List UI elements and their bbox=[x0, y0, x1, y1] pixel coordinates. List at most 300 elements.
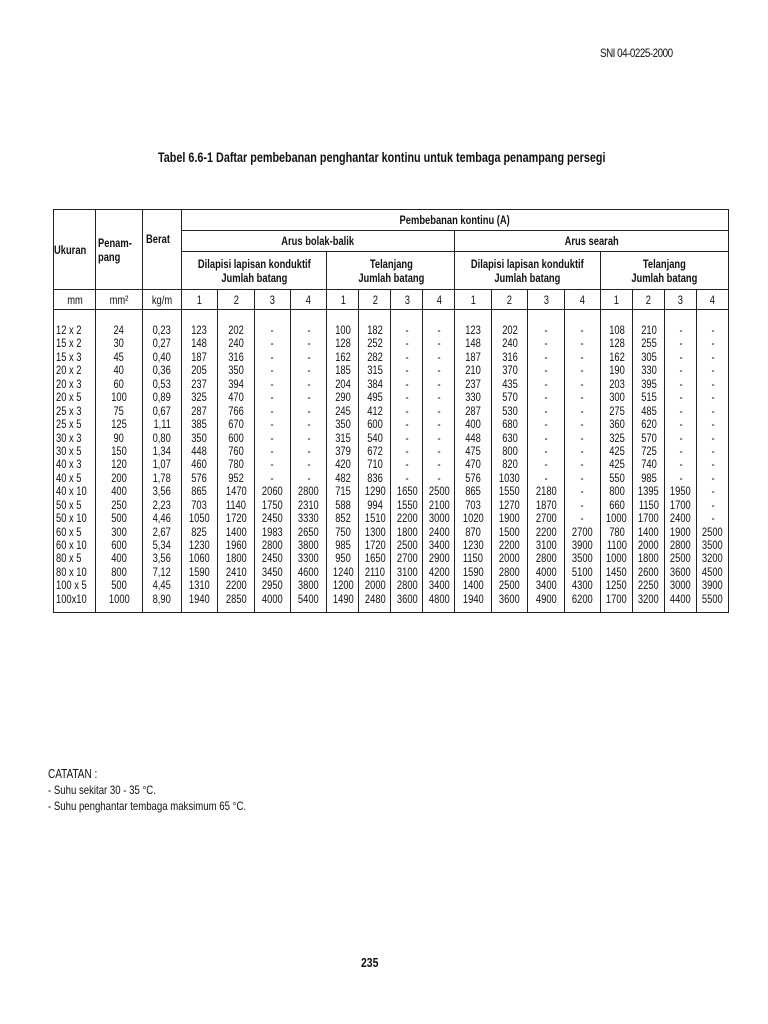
bar-count: 4 bbox=[564, 290, 600, 310]
table-cell: 255 bbox=[640, 336, 657, 351]
table-cell: - bbox=[544, 403, 548, 418]
table-cell: - bbox=[437, 323, 441, 337]
table-cell: - bbox=[711, 390, 715, 405]
table-cell: 2500 bbox=[499, 578, 520, 593]
table-cell: 205 bbox=[191, 363, 208, 378]
col-ac-coated-3 bbox=[255, 324, 290, 606]
table-cell: 30 bbox=[113, 336, 125, 351]
table-cell: - bbox=[711, 376, 715, 391]
table-cell: 1,34 bbox=[152, 443, 171, 458]
col-ac-bare-2 bbox=[359, 324, 390, 606]
table-cell: 125 bbox=[111, 417, 127, 432]
table-cell: 240 bbox=[228, 336, 244, 351]
table-cell: - bbox=[679, 390, 683, 405]
table-cell: 952 bbox=[228, 470, 244, 485]
table-cell: 108 bbox=[608, 323, 625, 337]
table-cell: 985 bbox=[335, 538, 351, 552]
table-cell: 425 bbox=[608, 457, 625, 472]
table-cell: - bbox=[679, 470, 683, 485]
table-cell: 3400 bbox=[428, 538, 450, 552]
table-cell: 100 bbox=[111, 390, 127, 405]
table-cell: - bbox=[307, 417, 311, 432]
table-cell: - bbox=[711, 457, 715, 472]
table-cell: - bbox=[580, 511, 584, 526]
table-cell: 325 bbox=[191, 390, 208, 405]
table-cell: - bbox=[711, 430, 715, 445]
table-cell: 210 bbox=[640, 323, 657, 337]
table-cell: 250 bbox=[111, 497, 127, 512]
table-cell: 600 bbox=[111, 538, 127, 552]
header-dc-coated: Dilapisi lapisan konduktif Jumlah batang bbox=[455, 252, 601, 290]
header-dc-bare: Telanjang Jumlah batang bbox=[601, 252, 729, 290]
table-cell: 1940 bbox=[189, 591, 210, 606]
table-cell: 5100 bbox=[571, 564, 593, 579]
bar-count: 1 bbox=[601, 290, 633, 310]
table-cell: 0,23 bbox=[152, 323, 171, 337]
table-cell: 4500 bbox=[702, 564, 724, 579]
table-cell: - bbox=[437, 349, 441, 364]
table-cell: 2000 bbox=[638, 538, 660, 552]
table-cell: - bbox=[580, 376, 584, 391]
table-cell: 3600 bbox=[670, 564, 692, 579]
table-cell: 2110 bbox=[364, 564, 386, 579]
col-dc-bare-1 bbox=[601, 324, 632, 606]
table-cell: 245 bbox=[335, 403, 351, 418]
col-ac-coated-1 bbox=[182, 324, 217, 606]
col-dc-coated-3 bbox=[528, 324, 563, 606]
table-cell: 123 bbox=[191, 323, 208, 337]
table-cell: 495 bbox=[367, 390, 383, 405]
table-cell: 500 bbox=[111, 578, 127, 593]
table-cell: - bbox=[711, 336, 715, 351]
table-cell: 1400 bbox=[462, 578, 484, 593]
bar-count: 1 bbox=[181, 290, 217, 310]
table-cell: 420 bbox=[335, 457, 351, 472]
table-cell: 703 bbox=[191, 497, 208, 512]
table-cell: 1720 bbox=[364, 538, 386, 552]
table-cell: - bbox=[711, 363, 715, 378]
col-ac-coated-4 bbox=[291, 324, 326, 606]
table-cell: 290 bbox=[335, 390, 351, 405]
table-cell: - bbox=[405, 417, 409, 432]
table-cell: 3400 bbox=[535, 578, 557, 593]
table-cell: - bbox=[437, 376, 441, 391]
table-cell: 1050 bbox=[189, 511, 210, 526]
table-cell: 2,67 bbox=[152, 524, 171, 539]
table-cell: - bbox=[711, 484, 715, 499]
table-cell: 576 bbox=[191, 470, 208, 485]
header-berat: Berat bbox=[142, 210, 181, 290]
bar-count: 1 bbox=[455, 290, 491, 310]
table-cell: 80 x 5 bbox=[56, 551, 82, 566]
table-cell: - bbox=[307, 376, 311, 391]
table-cell: - bbox=[270, 336, 274, 351]
table-cell: 3200 bbox=[702, 551, 724, 566]
table-cell: - bbox=[405, 323, 409, 337]
table-cell: 240 bbox=[501, 336, 518, 351]
table-cell: 4400 bbox=[670, 591, 692, 606]
table-cell: 370 bbox=[501, 363, 518, 378]
table-cell: 395 bbox=[640, 376, 657, 391]
table-cell: 3500 bbox=[571, 551, 593, 566]
table-cell: - bbox=[679, 403, 683, 418]
table-cell: 400 bbox=[111, 551, 127, 566]
table-cell: 187 bbox=[465, 349, 481, 364]
table-cell: 780 bbox=[228, 457, 244, 472]
table-cell: 4300 bbox=[571, 578, 593, 593]
table-cell: 852 bbox=[335, 511, 351, 526]
table-cell: 316 bbox=[228, 349, 244, 364]
table-cell: - bbox=[580, 457, 584, 472]
table-cell: 994 bbox=[367, 497, 383, 512]
table-cell: - bbox=[580, 323, 584, 337]
table-cell: 400 bbox=[111, 484, 127, 499]
col-penampang bbox=[96, 324, 141, 606]
header-arus-searah: Arus searah bbox=[455, 231, 729, 252]
table-cell: 2200 bbox=[225, 578, 247, 593]
table-cell: 315 bbox=[367, 363, 383, 378]
table-cell: 3500 bbox=[702, 538, 724, 552]
table-cell: - bbox=[307, 443, 311, 458]
table-cell: 1150 bbox=[463, 551, 484, 566]
table-cell: 475 bbox=[465, 443, 481, 458]
table-cell: - bbox=[307, 323, 311, 337]
table-cell: 1250 bbox=[606, 578, 628, 593]
table-cell: 1,11 bbox=[152, 417, 171, 432]
table-cell: 630 bbox=[501, 430, 518, 445]
table-cell: 1270 bbox=[499, 497, 520, 512]
table-cell: 3600 bbox=[499, 591, 520, 606]
table-cell: - bbox=[405, 457, 409, 472]
col-ac-bare-4 bbox=[423, 324, 454, 606]
table-cell: 287 bbox=[191, 403, 208, 418]
bar-count: 2 bbox=[359, 290, 391, 310]
table-cell: 1700 bbox=[606, 591, 628, 606]
table-cell: 2,23 bbox=[152, 497, 171, 512]
table-cell: 4200 bbox=[428, 564, 450, 579]
table-cell: 204 bbox=[335, 376, 351, 391]
table-cell: 3,56 bbox=[152, 484, 171, 499]
table-cell: 350 bbox=[191, 430, 208, 445]
table-cell: 865 bbox=[191, 484, 208, 499]
table-cell: 588 bbox=[335, 497, 351, 512]
table-cell: - bbox=[544, 336, 548, 351]
col-dc-bare-2 bbox=[633, 324, 664, 606]
table-cell: 0,89 bbox=[152, 390, 171, 405]
table-cell: 2310 bbox=[298, 497, 320, 512]
table-cell: 1000 bbox=[108, 591, 130, 606]
table-cell: - bbox=[405, 363, 409, 378]
table-cell: 836 bbox=[367, 470, 383, 485]
table-cell: 305 bbox=[640, 349, 657, 364]
table-cell: 1000 bbox=[606, 511, 628, 526]
table-cell: - bbox=[711, 511, 715, 526]
table-cell: 25 x 3 bbox=[56, 403, 82, 418]
table-cell: - bbox=[580, 349, 584, 364]
table-cell: - bbox=[405, 390, 409, 405]
table-cell: 2200 bbox=[499, 538, 520, 552]
table-cell: - bbox=[437, 470, 441, 485]
table-cell: 1000 bbox=[606, 551, 628, 566]
table-cell: 5500 bbox=[702, 591, 724, 606]
table-cell: 2850 bbox=[225, 591, 247, 606]
table-cell: - bbox=[679, 349, 683, 364]
bar-count: 3 bbox=[665, 290, 697, 310]
table-cell: 5400 bbox=[298, 591, 320, 606]
table-cell: - bbox=[437, 363, 441, 378]
unit-kgm: kg/m bbox=[142, 290, 181, 310]
table-cell: 2400 bbox=[670, 511, 692, 526]
table-cell: 725 bbox=[640, 443, 657, 458]
table-cell: - bbox=[437, 443, 441, 458]
table-cell: 2450 bbox=[261, 551, 283, 566]
table-cell: - bbox=[580, 417, 584, 432]
table-cell: - bbox=[405, 336, 409, 351]
table-cell: 60 x 10 bbox=[56, 538, 87, 552]
table-cell: - bbox=[544, 417, 548, 432]
table-cell: 2480 bbox=[364, 591, 386, 606]
table-cell: 1900 bbox=[499, 511, 520, 526]
table-cell: 40 x 3 bbox=[56, 457, 82, 472]
table-cell: 1150 bbox=[638, 497, 659, 512]
table-cell: 1500 bbox=[499, 524, 520, 539]
table-cell: 1983 bbox=[261, 524, 283, 539]
table-cell: 20 x 5 bbox=[56, 390, 82, 405]
bar-count: 2 bbox=[218, 290, 254, 310]
table-cell: 287 bbox=[465, 403, 481, 418]
unit-row bbox=[54, 290, 729, 310]
table-cell: - bbox=[270, 403, 274, 418]
table-cell: 1870 bbox=[535, 497, 557, 512]
table-cell: 3000 bbox=[670, 578, 692, 593]
table-cell: 1290 bbox=[364, 484, 386, 499]
bar-count: 4 bbox=[697, 290, 729, 310]
table-cell: 2800 bbox=[535, 551, 557, 566]
table-cell: 20 x 3 bbox=[56, 376, 82, 391]
table-cell: 740 bbox=[640, 457, 657, 472]
table-cell: - bbox=[270, 457, 274, 472]
table-cell: 800 bbox=[111, 564, 127, 579]
unit-mm2: mm² bbox=[96, 290, 142, 310]
document-code: SNI 04-0225-2000 bbox=[600, 46, 673, 60]
table-cell: 150 bbox=[111, 443, 127, 458]
table-cell: 1310 bbox=[189, 578, 210, 593]
col-dc-coated-4 bbox=[565, 324, 600, 606]
note-item: - Suhu sekitar 30 - 35 °C. bbox=[48, 783, 156, 797]
table-cell: - bbox=[711, 417, 715, 432]
table-cell: 485 bbox=[640, 403, 657, 418]
table-cell: 275 bbox=[608, 403, 625, 418]
table-cell: 3400 bbox=[428, 578, 450, 593]
table-cell: 4,46 bbox=[152, 511, 171, 526]
table-cell: 252 bbox=[367, 336, 383, 351]
table-cell: - bbox=[270, 376, 274, 391]
col-ac-bare-3 bbox=[391, 324, 422, 606]
table-cell: - bbox=[580, 390, 584, 405]
table-cell: - bbox=[711, 323, 715, 337]
table-cell: 3900 bbox=[571, 538, 593, 552]
table-cell: 80 x 10 bbox=[56, 564, 87, 579]
table-cell: 412 bbox=[367, 403, 383, 418]
table-cell: - bbox=[544, 323, 548, 337]
table-cell: 500 bbox=[111, 511, 127, 526]
table-cell: 672 bbox=[367, 443, 383, 458]
table-cell: 2250 bbox=[638, 578, 660, 593]
table-cell: 120 bbox=[111, 457, 127, 472]
table-cell: - bbox=[270, 430, 274, 445]
table-cell: 435 bbox=[501, 376, 518, 391]
table-cell: 5,34 bbox=[152, 538, 171, 552]
table-cell: - bbox=[580, 430, 584, 445]
table-cell: 750 bbox=[335, 524, 351, 539]
table-cell: 1230 bbox=[189, 538, 210, 552]
table-cell: - bbox=[307, 430, 311, 445]
table-cell: 2500 bbox=[428, 484, 450, 499]
table-cell: 2800 bbox=[396, 578, 418, 593]
bar-count: 3 bbox=[528, 290, 564, 310]
table-cell: - bbox=[711, 470, 715, 485]
table-cell: 2180 bbox=[535, 484, 557, 499]
table-cell: 1590 bbox=[189, 564, 210, 579]
col-ukuran bbox=[54, 324, 95, 606]
table-cell: 4,45 bbox=[152, 578, 171, 593]
table-cell: - bbox=[270, 470, 274, 485]
table-cell: - bbox=[307, 457, 311, 472]
col-dc-bare-4 bbox=[697, 324, 728, 606]
table-cell: - bbox=[580, 363, 584, 378]
table-cell: - bbox=[580, 443, 584, 458]
table-cell: 550 bbox=[608, 470, 625, 485]
table-cell: 100 bbox=[335, 323, 351, 337]
table-cell: 2800 bbox=[499, 564, 520, 579]
unit-mm: mm bbox=[54, 290, 96, 310]
table-cell: 8,90 bbox=[152, 591, 171, 606]
table-cell: 100x10 bbox=[56, 591, 87, 606]
table-cell: 3000 bbox=[428, 511, 450, 526]
table-cell: 470 bbox=[465, 457, 481, 472]
table-cell: 1,78 bbox=[152, 470, 171, 485]
table-cell: 1510 bbox=[364, 511, 386, 526]
table-cell: 576 bbox=[465, 470, 481, 485]
table-cell: 2700 bbox=[535, 511, 557, 526]
table-cell: 1950 bbox=[670, 484, 692, 499]
table-cell: 460 bbox=[191, 457, 208, 472]
table-cell: 40 x 10 bbox=[56, 484, 87, 499]
table-cell: - bbox=[711, 403, 715, 418]
table-cell: 360 bbox=[608, 417, 625, 432]
table-cell: - bbox=[307, 390, 311, 405]
table-cell: 950 bbox=[335, 551, 351, 566]
table-cell: 385 bbox=[191, 417, 208, 432]
table-cell: - bbox=[437, 457, 441, 472]
table-cell: 45 bbox=[113, 349, 125, 364]
table-cell: 760 bbox=[228, 443, 244, 458]
table-cell: 316 bbox=[501, 349, 518, 364]
table-cell: 1700 bbox=[638, 511, 660, 526]
table-cell: 187 bbox=[191, 349, 208, 364]
table-cell: - bbox=[544, 457, 548, 472]
table-cell: 2450 bbox=[261, 511, 283, 526]
header-ac-coated: Dilapisi lapisan konduktif Jumlah batang bbox=[181, 252, 327, 290]
table-cell: 600 bbox=[228, 430, 244, 445]
table-cell: 30 x 5 bbox=[56, 443, 82, 458]
table-cell: - bbox=[711, 349, 715, 364]
table-cell: 330 bbox=[465, 390, 481, 405]
table-cell: - bbox=[679, 363, 683, 378]
table-cell: - bbox=[307, 470, 311, 485]
table-cell: 237 bbox=[191, 376, 208, 391]
table-cell: - bbox=[544, 430, 548, 445]
table-cell: - bbox=[437, 430, 441, 445]
table-cell: 30 x 3 bbox=[56, 430, 82, 445]
table-cell: 870 bbox=[465, 524, 481, 539]
table-cell: - bbox=[544, 363, 548, 378]
table-cell: 3,56 bbox=[152, 551, 171, 566]
table-cell: - bbox=[679, 430, 683, 445]
table-cell: 200 bbox=[111, 470, 127, 485]
header-penampang: Penam- pang bbox=[96, 210, 142, 290]
table-cell: 60 bbox=[113, 376, 125, 391]
table-cell: 202 bbox=[501, 323, 518, 337]
table-cell: - bbox=[405, 470, 409, 485]
table-cell: 1650 bbox=[396, 484, 418, 499]
table-cell: 2100 bbox=[428, 497, 450, 512]
table-cell: 2700 bbox=[571, 524, 593, 539]
table-cell: 148 bbox=[191, 336, 208, 351]
header-arus-bolak-balik: Arus bolak-balik bbox=[181, 231, 455, 252]
table-cell: 350 bbox=[228, 363, 244, 378]
table-cell: 4800 bbox=[428, 591, 450, 606]
table-cell: 128 bbox=[608, 336, 625, 351]
table-cell: 1490 bbox=[332, 591, 354, 606]
table-cell: 4000 bbox=[535, 564, 557, 579]
table-cell: 680 bbox=[501, 417, 518, 432]
table-cell: 1750 bbox=[261, 497, 283, 512]
table-cell: 394 bbox=[228, 376, 244, 391]
table-cell: 825 bbox=[191, 524, 208, 539]
table-cell: - bbox=[580, 497, 584, 512]
table-cell: 1200 bbox=[332, 578, 354, 593]
table-cell: 2200 bbox=[535, 524, 557, 539]
table-cell: 300 bbox=[111, 524, 127, 539]
table-cell: - bbox=[405, 349, 409, 364]
table-cell: - bbox=[270, 323, 274, 337]
table-cell: 3330 bbox=[298, 511, 320, 526]
table-cell: 470 bbox=[228, 390, 244, 405]
table-cell: 2200 bbox=[396, 511, 418, 526]
table-cell: 1060 bbox=[189, 551, 210, 566]
table-cell: 1800 bbox=[396, 524, 418, 539]
table-cell: 3300 bbox=[298, 551, 320, 566]
notes-heading: CATATAN : bbox=[48, 767, 98, 781]
col-dc-bare-3 bbox=[665, 324, 696, 606]
table-cell: 1550 bbox=[396, 497, 418, 512]
table-cell: - bbox=[307, 336, 311, 351]
table-cell: 24 bbox=[113, 323, 125, 337]
table-cell: 2000 bbox=[499, 551, 520, 566]
col-berat bbox=[143, 324, 181, 606]
table-cell: 384 bbox=[367, 376, 383, 391]
table-cell: 0,36 bbox=[152, 363, 171, 378]
table-cell: 1800 bbox=[225, 551, 247, 566]
table-cell: 202 bbox=[228, 323, 244, 337]
table-cell: 315 bbox=[335, 430, 351, 445]
col-ac-coated-2 bbox=[218, 324, 253, 606]
col-dc-coated-1 bbox=[455, 324, 490, 606]
table-cell: 1590 bbox=[462, 564, 484, 579]
table-cell: 1960 bbox=[225, 538, 247, 552]
table-cell: 185 bbox=[335, 363, 351, 378]
